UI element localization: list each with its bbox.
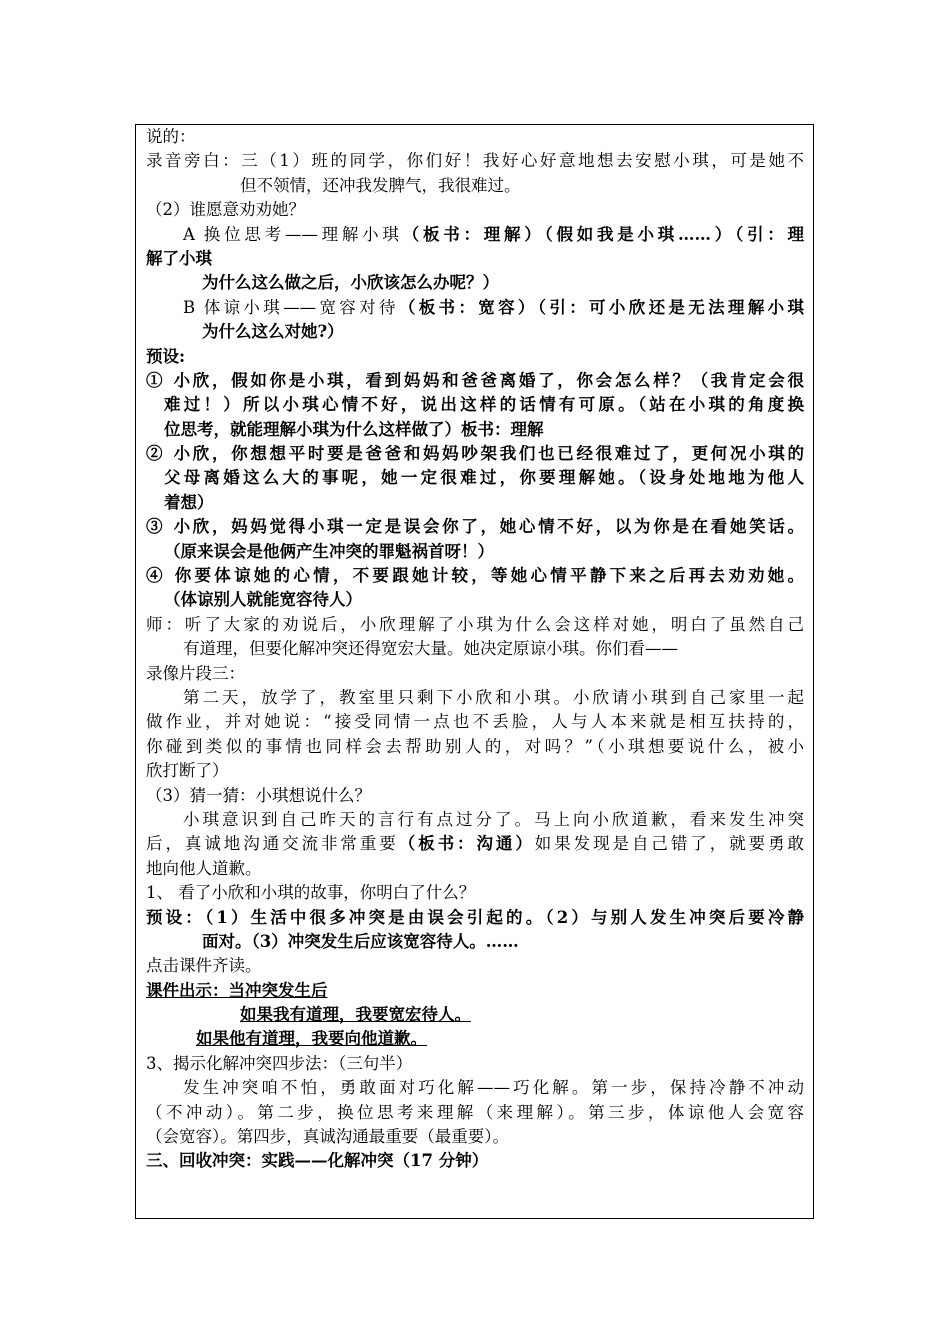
text-line xyxy=(146,979,804,1003)
text-line: 说的： xyxy=(146,127,196,146)
text-span: B 体谅小琪——宽容对待 xyxy=(183,297,399,317)
text-line: （体谅别人就能宽容待人） xyxy=(164,590,362,610)
text-line: 地向他人道歉。 xyxy=(146,858,262,878)
text-line: 有道理，但要化解冲突还得宽宏大量。她决定原谅小琪。你们看—— xyxy=(183,639,678,659)
text-line: （会宽容）。第四步，真诚沟通最重要（最重要）。 xyxy=(146,1127,509,1147)
text-line: 为什么这么对她?） xyxy=(202,322,344,342)
text-line: 小琪意识到自己昨天的言行有点过分了。马上向小欣道歉，看来发生冲突 xyxy=(183,809,804,829)
text-line: 但不领情，还冲我发脾气，我很难过。 xyxy=(240,175,521,195)
text-line: 着想） xyxy=(164,492,214,512)
text-line: 录像片段三： xyxy=(146,663,245,683)
text-line: （3）猜一猜：小琪想说什么？ xyxy=(146,785,371,805)
text-line: 难过！）所以小琪心情不好，说出这样的话情有可原。（站在小琪的角度换 xyxy=(164,395,804,415)
text-span: 如果发现是自己错了，就要勇敢 xyxy=(534,834,805,854)
document-page xyxy=(135,124,814,1219)
text-line: 师：听了大家的劝说后，小欣理解了小琪为什么会这样对她，明白了虽然自己 xyxy=(146,614,804,634)
text-line: 位思考，就能理解小琪为什么这样做了）板书：理解 xyxy=(164,419,544,439)
text-line xyxy=(146,1027,804,1051)
text-line: 预设：（1）生活中很多冲突是由误会引起的。（2）与别人发生冲突后要冷静 xyxy=(146,907,804,927)
text-line: ④ 你要体谅她的心情，不要跟她计较，等她心情平静下来之后再去劝劝她。 xyxy=(146,566,804,586)
text-line: 3、揭示化解冲突四步法：（三句半） xyxy=(146,1053,413,1073)
text-line: 1、 看了小欣和小琪的故事，你明白了什么？ xyxy=(146,883,476,903)
section-heading: 三、回收冲突：实践——化解冲突（17 分钟） xyxy=(146,1151,489,1171)
text-line: （不冲动）。第二步，换位思考来理解（来理解）。第三步，体谅他人会宽容 xyxy=(146,1102,804,1122)
text-line: ③ 小欣，妈妈觉得小琪一定是误会你了，她心情不好，以为你是在看她笑话。 xyxy=(146,517,804,537)
text-line xyxy=(146,296,804,320)
text-line: ② 小欣，你想想平时要是爸爸和妈妈吵架我们也已经很难过了，更何况小琪的 xyxy=(146,444,804,464)
text-line: 预设: xyxy=(146,346,186,366)
text-line: 发生冲突咱不怕，勇敢面对巧化解——巧化解。第一步，保持冷静不冲动 xyxy=(183,1078,804,1098)
text-line: （2）谁愿意劝劝她？ xyxy=(146,200,305,220)
text-line: 欣打断了） xyxy=(146,761,229,781)
text-line: 点击课件齐读。 xyxy=(146,956,262,976)
text-line: 你碰到类似的事情也同样会去帮助别人的，对吗？”（小琪想要说什么，被小 xyxy=(146,736,804,756)
text-span-bold: （板书：宽容）（引：可小欣还是无法理解小琪 xyxy=(398,297,805,317)
text-line: 做作业，并对她说：“接受同情一点也不丢脸，人与人本来就是相互扶持的， xyxy=(146,712,804,732)
text-line: 录音旁白：三（1）班的同学，你们好！我好心好意地想去安慰小琪，可是她不 xyxy=(146,151,804,171)
text-line: 解了小琪 xyxy=(146,248,212,268)
text-line: 为什么这么做之后，小欣该怎么办呢？） xyxy=(202,273,499,293)
text-line xyxy=(146,1003,804,1027)
text-span: A 换位思考——理解小琪 xyxy=(183,224,403,244)
text-span-underlined: 课件出示：当冲突发生后 xyxy=(146,980,328,1000)
text-span-underlined: 如果我有道理，我要宽宏待人。 xyxy=(240,1005,471,1025)
text-span: 后，真诚地沟通交流非常重要 xyxy=(146,834,399,854)
text-line: 面对。（3）冲突发生后应该宽容待人。…… xyxy=(202,931,519,951)
text-line: 父母离婚这么大的事呢，她一定很难过，你要理解她。（设身处地地为他人 xyxy=(164,468,804,488)
text-line: （原来误会是他俩产生冲突的罪魁祸首呀！） xyxy=(164,541,494,561)
text-span-bold: （板书：理解）（假如我是小琪……）（引：理 xyxy=(402,224,804,244)
text-line xyxy=(146,832,804,856)
text-span-bold: （板书：沟通） xyxy=(398,834,535,854)
text-line xyxy=(146,223,804,247)
text-span-underlined: 如果他有道理，我要向他道歉。 xyxy=(196,1029,427,1049)
text-line: ① 小欣，假如你是小琪，看到妈妈和爸爸离婚了，你会怎么样？（我肯定会很 xyxy=(146,370,804,390)
text-line: 第二天，放学了，教室里只剩下小欣和小琪。小欣请小琪到自己家里一起 xyxy=(183,687,804,707)
